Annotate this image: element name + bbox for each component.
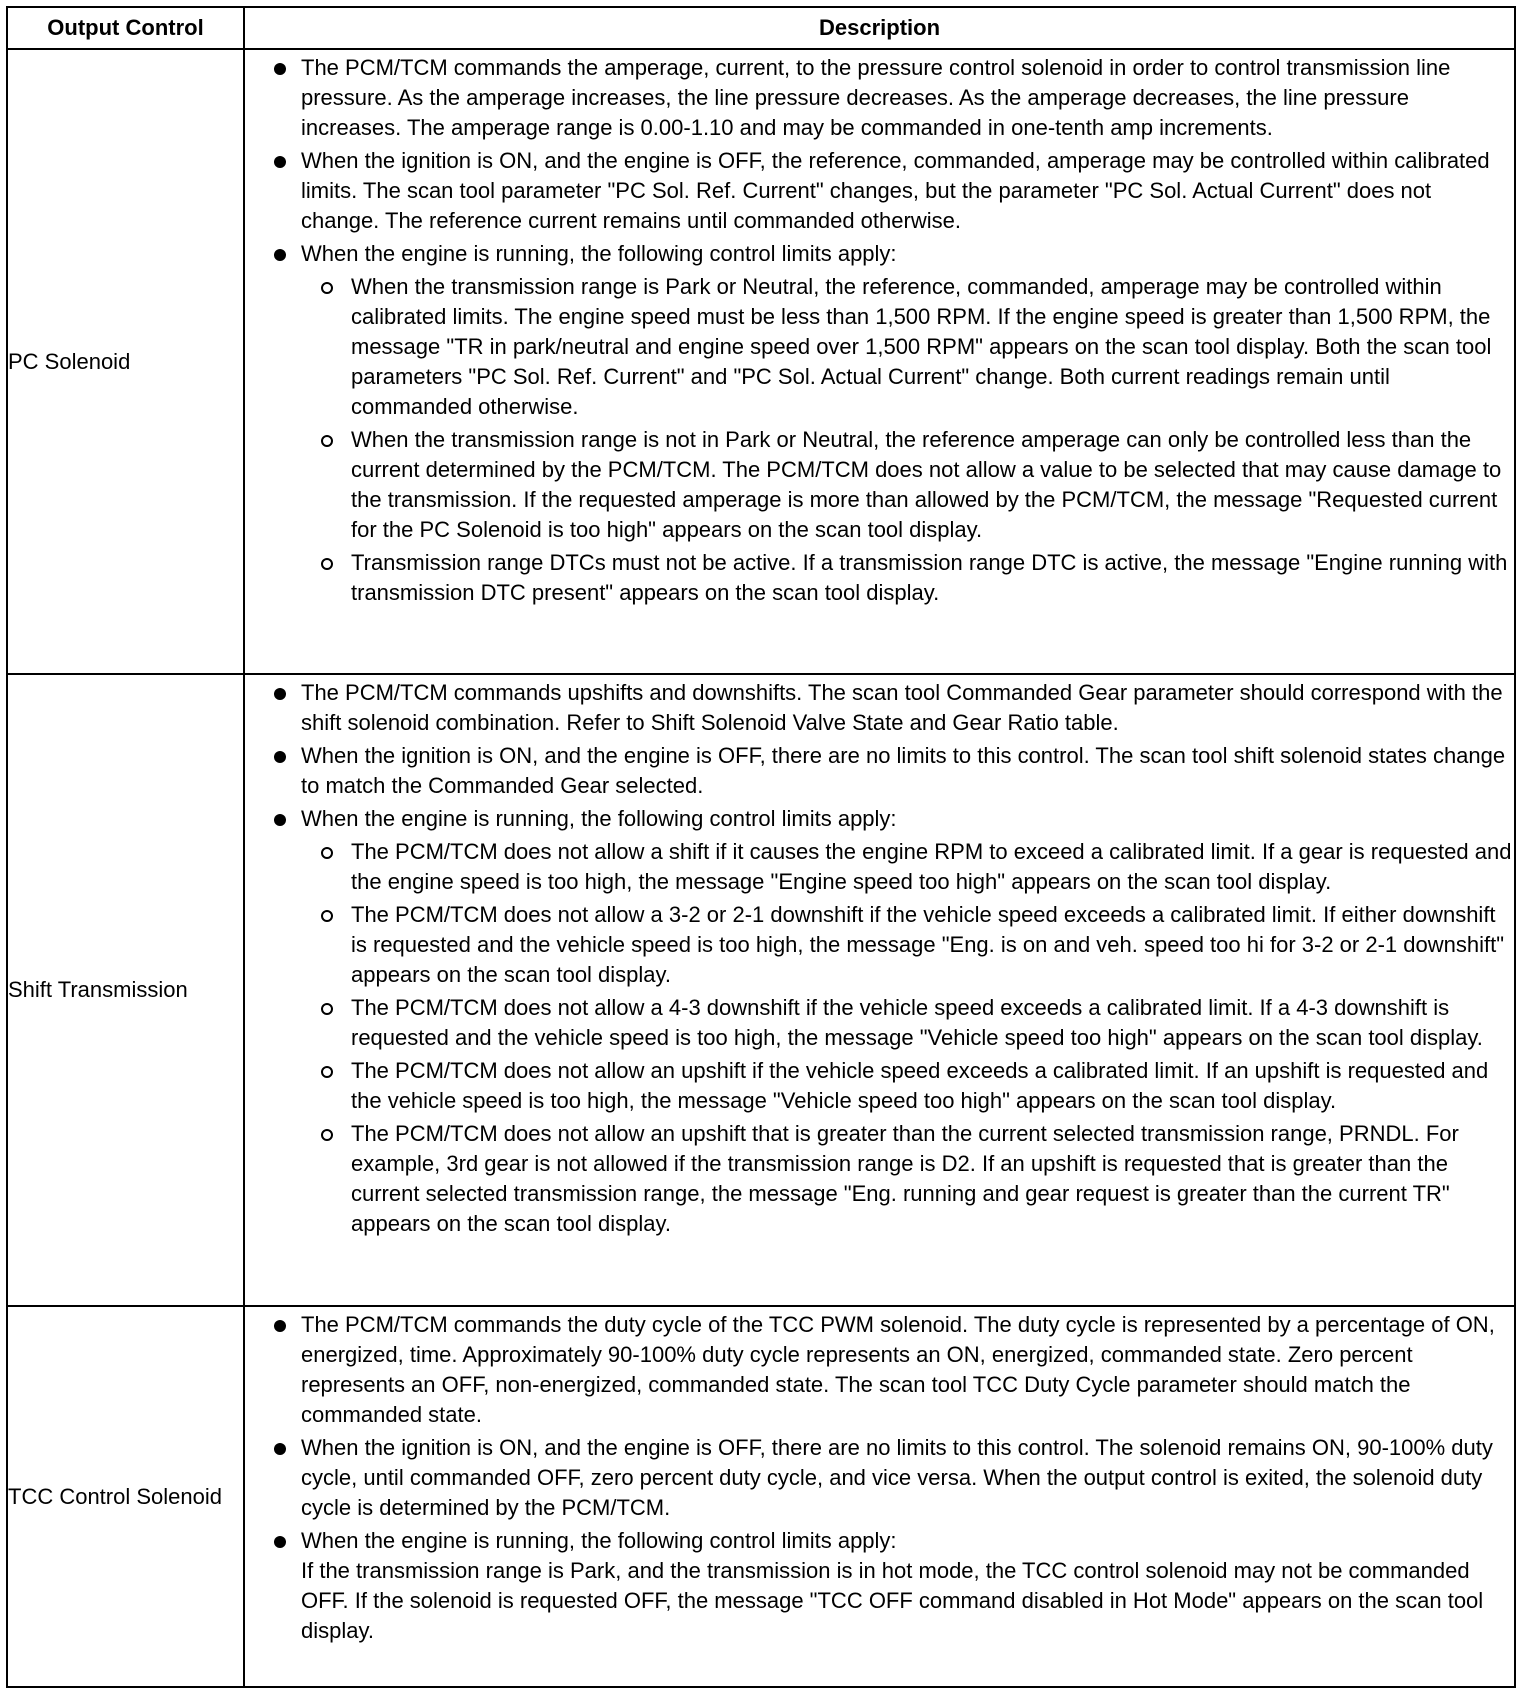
list-item: When the ignition is ON, and the engine is OFF, there are no limits to this control. The solenoid remains ON, 90-100% duty cycle, until commanded OFF, zero percent duty cycle, and vice versa. When the output control is exited, the solenoid duty cycle is determined by the PCM/TCM. bbox=[245, 1433, 1514, 1523]
sub-list-item: The PCM/TCM does not allow a 4-3 downshift if the vehicle speed exceeds a calibrated limit. If a 4-3 downshift is requested and the vehicle speed is too high, the message "Vehicle speed too high" appears on the scan tool display. bbox=[301, 993, 1514, 1053]
list-item-text: When the engine is running, the following control limits apply: bbox=[301, 806, 897, 832]
table-row bbox=[7, 1306, 1515, 1687]
list-item: When the ignition is ON, and the engine is OFF, the reference, commanded, amperage may be controlled within calibrated limits. The scan tool parameter "PC Sol. Ref. Current" changes, but the parameter "PC Sol. Actual Current" does not change. The reference current remains until commanded otherwise. bbox=[245, 146, 1514, 236]
sub-list-item: When the transmission range is not in Park or Neutral, the reference amperage can only be controlled less than the current determined by the PCM/TCM. The PCM/TCM does not allow a value to be selected that may cause damage to the transmission. If the requested amperage is more than allowed by the PCM/TCM, the message "Requested current for the PC Solenoid is too high" appears on the scan tool display. bbox=[301, 425, 1514, 545]
sub-list-item: Transmission range DTCs must not be active. If a transmission range DTC is active, the message "Engine running with transmission DTC present" appears on the scan tool display. bbox=[301, 548, 1514, 608]
list-item bbox=[245, 1526, 1514, 1646]
table-row bbox=[7, 49, 1515, 674]
list-item-text: When the engine is running, the following control limits apply: bbox=[301, 241, 897, 266]
bullet-list bbox=[245, 53, 1514, 608]
list-item bbox=[245, 804, 1514, 1239]
description-cell bbox=[244, 674, 1515, 1306]
sub-bullet-list bbox=[301, 837, 1514, 1239]
output-control-cell: PC Solenoid bbox=[7, 49, 244, 674]
list-item: The PCM/TCM commands the amperage, current, to the pressure control solenoid in order to control transmission line pressure. As the amperage increases, the line pressure decreases. As the amperage decreases, the line pressure increases. The amperage range is 0.00-1.10 and may be commanded in one-tenth amp increments. bbox=[245, 53, 1514, 143]
header-description: Description bbox=[244, 7, 1515, 49]
description-cell bbox=[244, 49, 1515, 674]
output-control-table bbox=[6, 6, 1516, 1688]
list-item bbox=[245, 239, 1514, 608]
list-item: The PCM/TCM commands upshifts and downshifts. The scan tool Commanded Gear parameter should correspond with the shift solenoid combination. Refer to Shift Solenoid Valve State and Gear Ratio table. bbox=[245, 678, 1514, 738]
list-item-text: When the engine is running, the following control limits apply: bbox=[301, 1528, 897, 1554]
sub-list-item: When the transmission range is Park or Neutral, the reference, commanded, amperage may be controlled within calibrated limits. The engine speed must be less than 1,500 RPM. If the engine speed is greater than 1,500 RPM, the message "TR in park/neutral and engine speed over 1,500 RPM" appears on the scan tool display. Both the scan tool parameters "PC Sol. Ref. Current" and "PC Sol. Actual Current" change. Both current readings remain until commanded otherwise. bbox=[301, 272, 1514, 422]
sub-list-item: The PCM/TCM does not allow an upshift that is greater than the current selected transmission range, PRNDL. For example, 3rd gear is not allowed if the transmission range is D2. If an upshift is requested that is greater than the current selected transmission range, the message "Eng. running and gear request is greater than the current TR" appears on the scan tool display. bbox=[301, 1119, 1514, 1239]
sub-list-item: The PCM/TCM does not allow a shift if it causes the engine RPM to exceed a calibrated limit. If a gear is requested and the engine speed is too high, the message "Engine speed too high" appears on the scan tool display. bbox=[301, 837, 1514, 897]
sub-bullet-list bbox=[301, 272, 1514, 608]
bullet-list bbox=[245, 1310, 1514, 1646]
description-cell bbox=[244, 1306, 1515, 1687]
header-output-control: Output Control bbox=[7, 7, 244, 49]
table-header-row bbox=[7, 7, 1515, 49]
output-control-cell: TCC Control Solenoid bbox=[7, 1306, 244, 1687]
bullet-list bbox=[245, 678, 1514, 1239]
list-item: The PCM/TCM commands the duty cycle of the TCC PWM solenoid. The duty cycle is represented by a percentage of ON, energized, time. Approximately 90-100% duty cycle represents an ON, energized, commanded state. Zero percent represents an OFF, non-energized, commanded state. The scan tool TCC Duty Cycle parameter should match the commanded state. bbox=[245, 1310, 1514, 1430]
sub-list-item: The PCM/TCM does not allow an upshift if the vehicle speed exceeds a calibrated limit. If an upshift is requested and the vehicle speed is too high, the message "Vehicle speed too high" appears on the scan tool display. bbox=[301, 1056, 1514, 1116]
list-item: When the ignition is ON, and the engine is OFF, there are no limits to this control. The scan tool shift solenoid states change to match the Commanded Gear selected. bbox=[245, 741, 1514, 801]
list-item-continuation: If the transmission range is Park, and the transmission is in hot mode, the TCC control solenoid may not be commanded OFF. If the solenoid is requested OFF, the message "TCC OFF command disabled in Hot Mode" appears on the scan tool display. bbox=[301, 1558, 1484, 1644]
table-row bbox=[7, 674, 1515, 1306]
output-control-cell: Shift Transmission bbox=[7, 674, 244, 1306]
sub-list-item: The PCM/TCM does not allow a 3-2 or 2-1 downshift if the vehicle speed exceeds a calibrated limit. If either downshift is requested and the vehicle speed is too high, the message "Eng. is on and veh. speed too hi for 3-2 or 2-1 downshift" appears on the scan tool display. bbox=[301, 900, 1514, 990]
